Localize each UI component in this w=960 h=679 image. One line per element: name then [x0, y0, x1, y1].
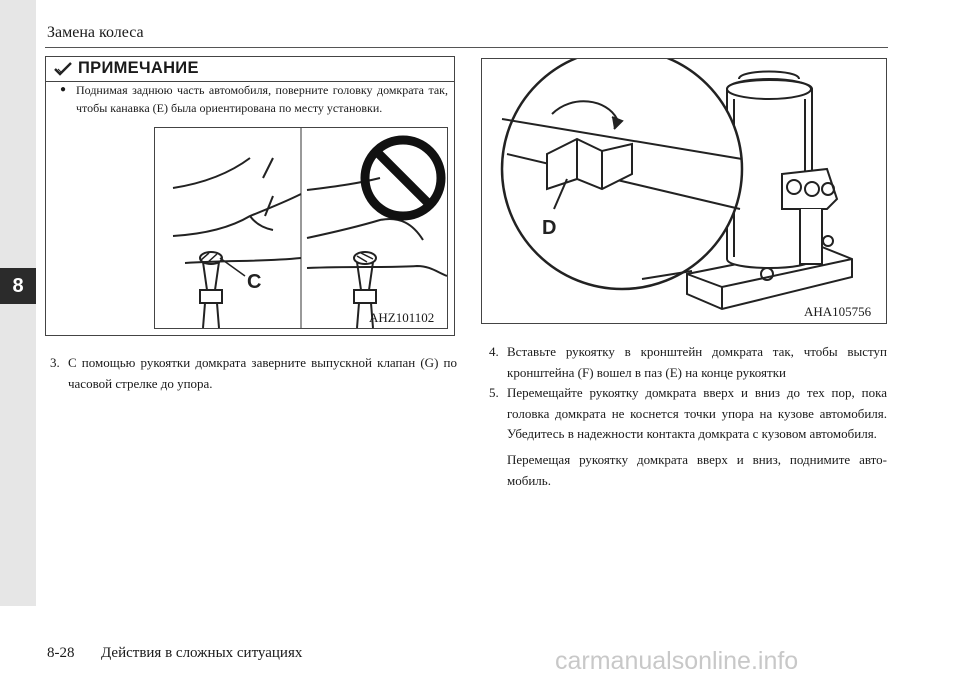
- figure-label-d: D: [542, 217, 557, 239]
- page-header-title: Замена колеса: [47, 24, 144, 41]
- footer-section-title: Действия в сложных ситуациях: [101, 645, 303, 661]
- note-box: [45, 56, 455, 336]
- figure-bottle-jack: [481, 58, 887, 324]
- watermark: carmanualsonline.info: [555, 647, 799, 675]
- chapter-tab[interactable]: 8: [0, 268, 36, 304]
- step-5-continuation: Перемещая рукоятку домкрата вверх и вниз, поднимите авто-мобиль.: [507, 452, 887, 488]
- page-number: 8-28: [47, 645, 75, 661]
- note-text: Поднимая заднюю часть автомобиля, поверните головку домкрата так, чтобы канавка (E) была ориентирована по месту установки.: [76, 83, 448, 115]
- step-number: 3.: [50, 355, 60, 370]
- step-text: Вставьте рукоятку в кронштейн домкрата так, чтобы выступ кронштейна (F) вошел в паз (E) на конце рукоятки: [507, 344, 887, 380]
- jack-head-correct: [200, 252, 261, 328]
- step-text: С помощью рукоятки домкрата заверните выпускной клапан (G) по часовой стрелке до упора.: [68, 355, 457, 391]
- bullet-icon: ●: [60, 84, 67, 95]
- step-text: Перемещайте рукоятку домкрата вверх и вниз до тех пор, пока головка домкрата не коснется точки упора на кузове автомобиля. Убедитесь в надежности контакта домкрата с кузовом автомобиля.: [507, 385, 887, 441]
- figure-code: AHA105756: [804, 304, 872, 319]
- step-4: [489, 342, 887, 383]
- step-3: [50, 353, 457, 394]
- figure-label-c: C: [247, 271, 262, 293]
- figure-jack-head-orientation: [154, 127, 448, 329]
- jack-head-illustration: [155, 128, 447, 328]
- note-header: [46, 57, 454, 82]
- note-title: ПРИМЕЧАНИЕ: [78, 59, 199, 77]
- figure-code: AHZ101102: [369, 310, 435, 325]
- step-number: 5.: [489, 385, 499, 400]
- step-5: [489, 383, 887, 445]
- checkmark-icon: [54, 62, 72, 76]
- step-number: 4.: [489, 344, 499, 359]
- header-divider: [45, 47, 888, 48]
- bottle-jack-illustration: [482, 59, 886, 323]
